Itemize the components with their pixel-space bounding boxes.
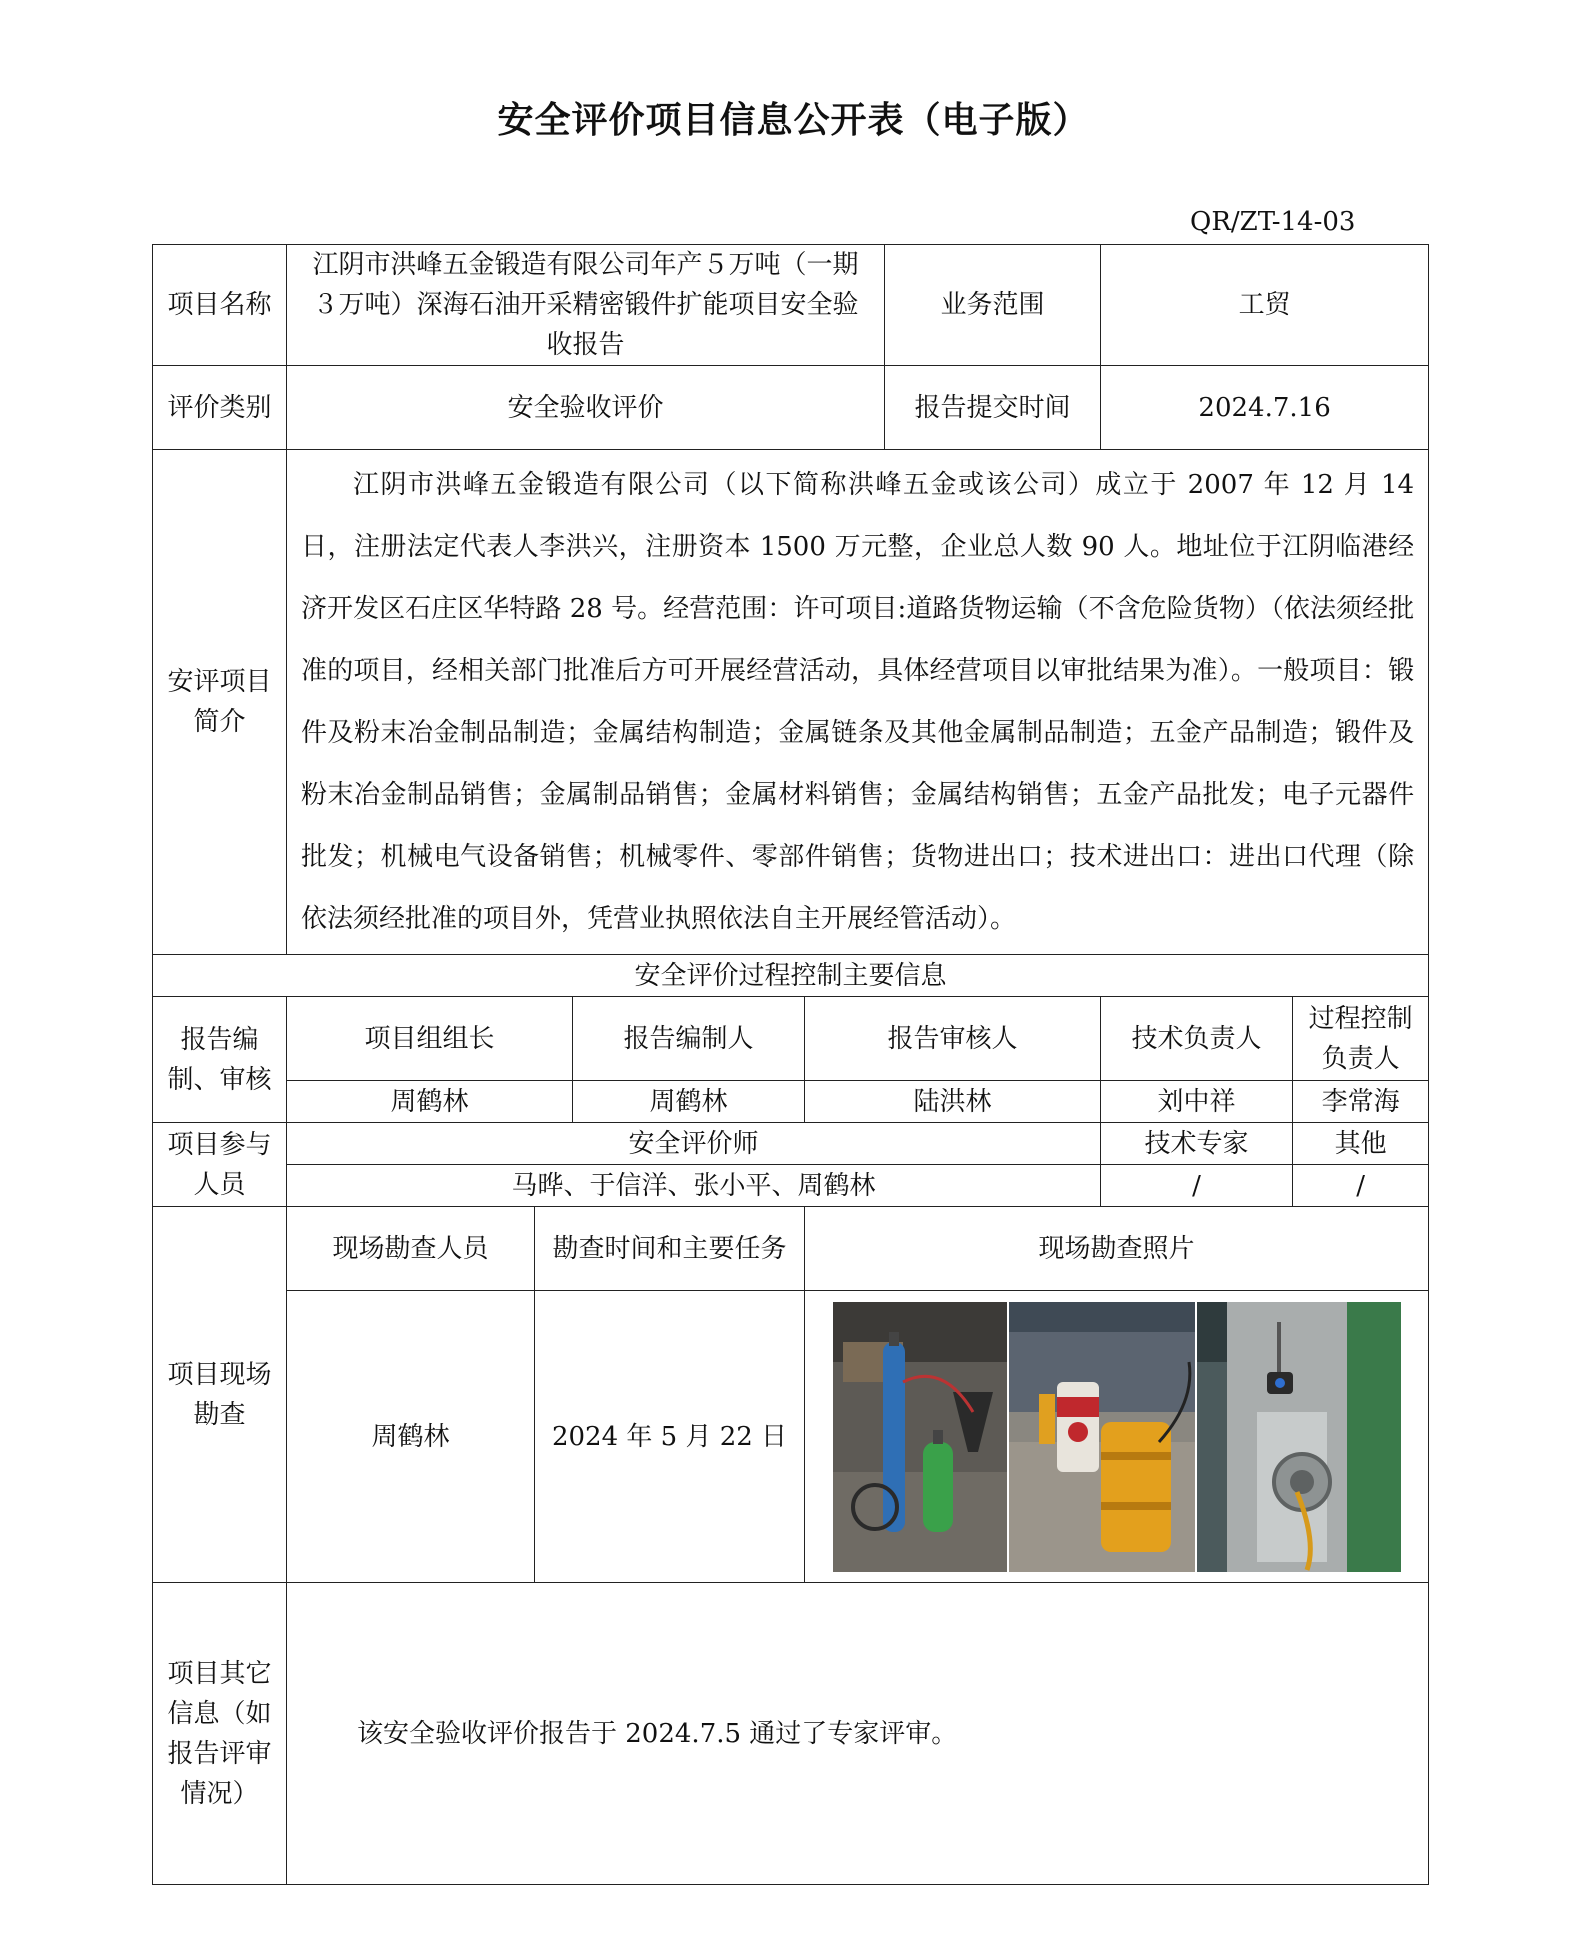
participants-experts: / <box>1101 1165 1293 1207</box>
other-info-label: 项目其它信息（如报告评审情况） <box>153 1583 287 1885</box>
info-table <box>152 244 1429 1885</box>
project-name-label: 项目名称 <box>153 245 287 366</box>
participants-values-row <box>153 1165 1429 1207</box>
participants-others: / <box>1293 1165 1429 1207</box>
report-header-leader: 项目组组长 <box>287 997 573 1081</box>
business-scope-label: 业务范围 <box>885 245 1101 366</box>
project-name-value: 江阴市洪峰五金锻造有限公司年产５万吨（一期３万吨）深海石油开采精密锻件扩能项目安全验收报告 <box>287 245 885 366</box>
document-code: QR/ZT-14-03 <box>1190 207 1356 237</box>
report-header-tech-lead: 技术负责人 <box>1101 997 1293 1081</box>
survey-photo-strip <box>811 1302 1422 1572</box>
report-header-row <box>153 997 1429 1081</box>
survey-values-row <box>153 1291 1429 1583</box>
participants-evaluator-label: 安全评价师 <box>287 1123 1101 1165</box>
intro-text: 江阴市洪峰五金锻造有限公司（以下简称洪峰五金或该公司）成立于 2007 年 12 月 14 日，注册法定代表人李洪兴，注册资本 1500 万元整，企业总人数 90 人。地址位于江阴临港经济开发区石庄区华特路 28 号。经营范围：许可项目:道路货物运输（不含危险货物）（依法须经批准的项目，经相关部门批准后方可开展经营活动，具体经营项目以审批结果为准）。一般项目：锻件及粉末冶金制品制造；金属结构制造；金属链条及其他金属制品制造；五金产品制造；锻件及粉末冶金制品销售；金属制品销售；金属材料销售；金属结构销售；五金产品批发；电子元器件批发；机械电气设备销售；机械零件、零部件销售；货物进出口；技术进出口：进出口代理（除依法须经批准的项目外，凭营业执照依法自主开展经管活动）。 <box>287 450 1429 955</box>
participants-label: 项目参与人员 <box>153 1123 287 1207</box>
survey-time-label: 勘查时间和主要任务 <box>535 1207 805 1291</box>
participants-expert-label: 技术专家 <box>1101 1123 1293 1165</box>
survey-photo-label: 现场勘查照片 <box>805 1207 1429 1291</box>
report-value-process-lead: 李常海 <box>1293 1081 1429 1123</box>
survey-staff-label: 现场勘查人员 <box>287 1207 535 1291</box>
business-scope-value: 工贸 <box>1101 245 1429 366</box>
report-value-compiler: 周鹤林 <box>573 1081 805 1123</box>
site-photo-gas-detector <box>1197 1302 1401 1572</box>
participants-evaluators: 马晔、于信洋、张小平、周鹤林 <box>287 1165 1101 1207</box>
report-header-reviewer: 报告审核人 <box>805 997 1101 1081</box>
report-value-reviewer: 陆洪林 <box>805 1081 1101 1123</box>
report-values-row <box>153 1081 1429 1123</box>
intro-label: 安评项目简介 <box>153 450 287 955</box>
document-title: 安全评价项目信息公开表（电子版） <box>497 100 1090 141</box>
report-header-process-lead: 过程控制负责人 <box>1293 997 1429 1081</box>
submit-time-value: 2024.7.16 <box>1101 366 1429 450</box>
other-info-row <box>153 1583 1429 1885</box>
survey-label: 项目现场勘查 <box>153 1207 287 1583</box>
report-header-compiler: 报告编制人 <box>573 997 805 1081</box>
report-value-tech-lead: 刘中祥 <box>1101 1081 1293 1123</box>
evaluation-type-label: 评价类别 <box>153 366 287 450</box>
process-header: 安全评价过程控制主要信息 <box>153 955 1429 997</box>
report-label: 报告编制、审核 <box>153 997 287 1123</box>
evaluation-type-row <box>153 366 1429 450</box>
site-photo-gas-cylinders <box>833 1302 1007 1572</box>
report-value-leader: 周鹤林 <box>287 1081 573 1123</box>
survey-staff-value: 周鹤林 <box>287 1291 535 1583</box>
survey-time-value: 2024 年 5 月 22 日 <box>535 1291 805 1583</box>
site-photo-oil-drums <box>1009 1302 1195 1572</box>
process-header-row <box>153 955 1429 997</box>
evaluation-type-value: 安全验收评价 <box>287 366 885 450</box>
participants-other-label: 其他 <box>1293 1123 1429 1165</box>
project-name-row <box>153 245 1429 366</box>
survey-header-row <box>153 1207 1429 1291</box>
other-info-text: 该安全验收评价报告于 2024.7.5 通过了专家评审。 <box>287 1583 1429 1885</box>
participants-header-row <box>153 1123 1429 1165</box>
submit-time-label: 报告提交时间 <box>885 366 1101 450</box>
intro-row <box>153 450 1429 955</box>
survey-photos-cell <box>805 1291 1429 1583</box>
